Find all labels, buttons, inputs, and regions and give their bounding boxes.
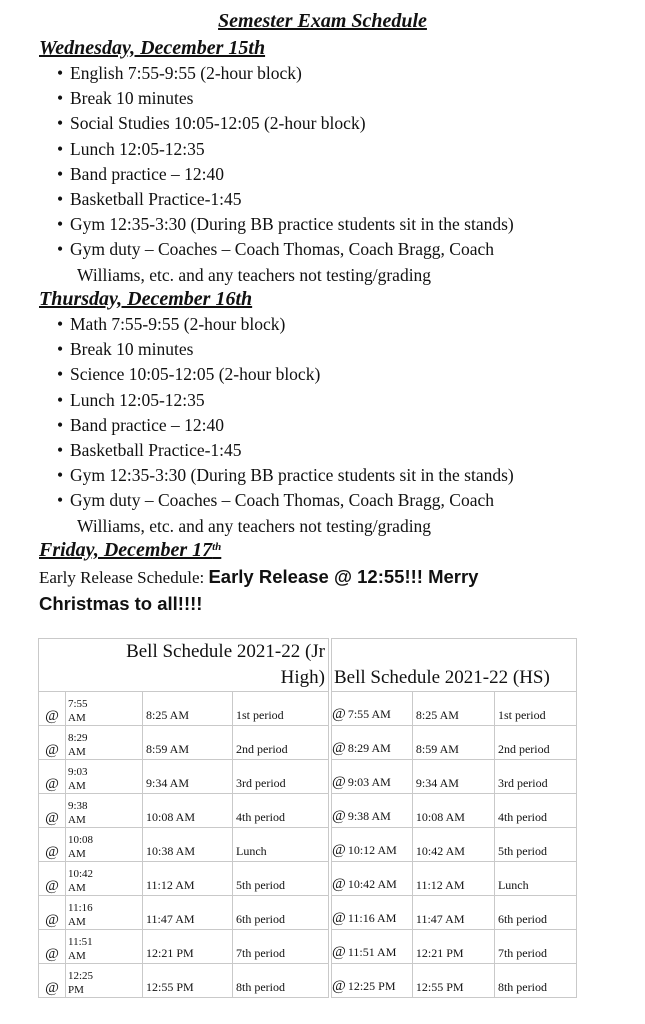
jr-start-time-line1: 11:16 <box>68 902 93 914</box>
hs-start-time <box>332 862 413 896</box>
jr-start-time-line2: AM <box>68 814 86 826</box>
list-item: • Lunch 12:05-12:35 <box>57 137 617 162</box>
table-row <box>39 794 577 828</box>
hs-start-time <box>332 964 413 998</box>
jr-start-time <box>66 760 143 794</box>
at-symbol: @ <box>39 828 66 862</box>
hs-end-time: 12:21 PM <box>412 930 494 964</box>
at-symbol: @ <box>332 842 346 858</box>
jr-start-time-line1: 12:25 <box>68 970 94 982</box>
hs-end-time: 10:42 AM <box>412 828 494 862</box>
wednesday-list <box>57 61 617 288</box>
hs-start-time-text: 10:42 AM <box>347 877 397 891</box>
jr-start-time-line2: AM <box>68 848 86 860</box>
hs-period: 7th period <box>494 930 576 964</box>
hs-start-time <box>332 760 413 794</box>
hs-period: Lunch <box>494 862 576 896</box>
friday-heading-sup: th <box>212 541 222 553</box>
jr-end-time: 9:34 AM <box>143 760 233 794</box>
at-symbol: @ <box>332 978 346 994</box>
day-heading-wednesday: Wednesday, December 15th <box>39 37 266 59</box>
list-item: • Break 10 minutes <box>57 86 617 111</box>
jr-high-header-line1: Bell Schedule 2021-22 (Jr <box>126 641 325 662</box>
jr-period: 1st period <box>233 692 329 726</box>
hs-end-time: 9:34 AM <box>412 760 494 794</box>
hs-start-time-text: 11:16 AM <box>347 911 397 925</box>
gym-duty-line2: Williams, etc. and any teachers not testing/grading <box>77 515 432 536</box>
jr-start-time <box>66 794 143 828</box>
at-symbol: @ <box>332 876 346 892</box>
table-row <box>39 862 577 896</box>
early-release-bold: Early Release @ 12:55!!! Merry <box>208 566 479 587</box>
hs-start-time-text: 8:29 AM <box>347 741 391 755</box>
gym-duty-line2: Williams, etc. and any teachers not testing/grading <box>77 264 432 285</box>
jr-high-header <box>39 639 329 692</box>
hs-period: 1st period <box>494 692 576 726</box>
jr-end-time: 11:47 AM <box>143 896 233 930</box>
hs-start-time <box>332 726 413 760</box>
at-symbol: @ <box>39 896 66 930</box>
list-item-gym-duty <box>57 488 617 538</box>
early-release-text <box>39 564 599 618</box>
day-heading-friday <box>39 539 221 562</box>
hs-period: 2nd period <box>494 726 576 760</box>
friday-heading-text: Friday, December 17 <box>39 539 213 561</box>
jr-end-time: 10:08 AM <box>143 794 233 828</box>
list-item: • Social Studies 10:05-12:05 (2-hour block) <box>57 111 617 136</box>
at-symbol: @ <box>332 706 346 722</box>
hs-start-time <box>332 828 413 862</box>
hs-end-time: 11:47 AM <box>412 896 494 930</box>
jr-start-time-line2: AM <box>68 780 86 792</box>
jr-start-time-line1: 10:08 <box>68 834 94 846</box>
at-symbol: @ <box>39 930 66 964</box>
list-item: • Basketball Practice-1:45 <box>57 438 617 463</box>
list-item: • Band practice – 12:40 <box>57 162 617 187</box>
table-row <box>39 726 577 760</box>
at-symbol: @ <box>39 862 66 896</box>
thursday-list <box>57 312 617 539</box>
gym-duty-line1: Gym duty – Coaches – Coach Thomas, Coach Bragg, Coach <box>70 239 494 260</box>
jr-period: 7th period <box>233 930 329 964</box>
jr-end-time: 8:25 AM <box>143 692 233 726</box>
jr-start-time <box>66 726 143 760</box>
day-heading-thursday: Thursday, December 16th <box>39 288 253 310</box>
hs-start-time-text: 10:12 AM <box>347 843 397 857</box>
at-symbol: @ <box>332 808 346 824</box>
jr-period: 8th period <box>233 964 329 998</box>
hs-period: 8th period <box>494 964 576 998</box>
hs-end-time: 8:59 AM <box>412 726 494 760</box>
hs-period: 3rd period <box>494 760 576 794</box>
gym-duty-line1: Gym duty – Coaches – Coach Thomas, Coach Bragg, Coach <box>70 490 494 511</box>
jr-period: 4th period <box>233 794 329 828</box>
early-release-bold-2: Christmas to all!!!! <box>39 593 203 614</box>
list-item: • Math 7:55-9:55 (2-hour block) <box>57 312 617 337</box>
hs-start-time <box>332 794 413 828</box>
list-item: • Gym 12:35-3:30 (During BB practice students sit in the stands) <box>57 463 617 488</box>
at-symbol: @ <box>39 692 66 726</box>
at-symbol: @ <box>39 794 66 828</box>
jr-start-time-line2: AM <box>68 746 86 758</box>
hs-end-time: 11:12 AM <box>412 862 494 896</box>
bell-schedule-table <box>38 638 577 998</box>
jr-start-time-line2: AM <box>68 916 86 928</box>
at-symbol: @ <box>39 964 66 998</box>
table-row <box>39 692 577 726</box>
table-row <box>39 896 577 930</box>
hs-period: 5th period <box>494 828 576 862</box>
hs-start-time-text: 11:51 AM <box>347 945 397 959</box>
jr-period: 3rd period <box>233 760 329 794</box>
hs-end-time: 10:08 AM <box>412 794 494 828</box>
at-symbol: @ <box>332 774 346 790</box>
jr-start-time <box>66 964 143 998</box>
jr-start-time-line1: 7:55 <box>68 698 88 710</box>
jr-period: 6th period <box>233 896 329 930</box>
jr-period: 5th period <box>233 862 329 896</box>
jr-start-time <box>66 862 143 896</box>
jr-high-header-line2: High) <box>280 667 325 688</box>
table-row <box>39 930 577 964</box>
hs-period: 4th period <box>494 794 576 828</box>
at-symbol: @ <box>39 760 66 794</box>
jr-start-time-line1: 8:29 <box>68 732 88 744</box>
at-symbol: @ <box>332 944 346 960</box>
hs-start-time-text: 12:25 PM <box>347 979 396 993</box>
hs-end-time: 8:25 AM <box>412 692 494 726</box>
at-symbol: @ <box>332 740 346 756</box>
jr-start-time-line1: 9:38 <box>68 800 88 812</box>
hs-start-time <box>332 896 413 930</box>
page-title: Semester Exam Schedule <box>218 10 427 32</box>
hs-start-time-text: 7:55 AM <box>347 707 391 721</box>
jr-end-time: 10:38 AM <box>143 828 233 862</box>
table-row <box>39 760 577 794</box>
hs-period: 6th period <box>494 896 576 930</box>
hs-start-time-text: 9:38 AM <box>347 809 391 823</box>
list-item: • Basketball Practice-1:45 <box>57 187 617 212</box>
jr-start-time <box>66 828 143 862</box>
jr-end-time: 12:55 PM <box>143 964 233 998</box>
jr-start-time-line2: PM <box>68 984 84 996</box>
jr-start-time-line2: AM <box>68 882 86 894</box>
hs-header: Bell Schedule 2021-22 (HS) <box>332 639 577 692</box>
table-header-row <box>39 639 577 692</box>
hs-start-time <box>332 930 413 964</box>
list-item: • Break 10 minutes <box>57 337 617 362</box>
jr-period: Lunch <box>233 828 329 862</box>
list-item: • English 7:55-9:55 (2-hour block) <box>57 61 617 86</box>
jr-start-time <box>66 692 143 726</box>
jr-start-time <box>66 896 143 930</box>
jr-start-time-line1: 9:03 <box>68 766 88 778</box>
list-item-gym-duty <box>57 237 617 287</box>
jr-start-time <box>66 930 143 964</box>
list-item: • Gym 12:35-3:30 (During BB practice students sit in the stands) <box>57 212 617 237</box>
jr-start-time-line2: AM <box>68 712 86 724</box>
jr-end-time: 8:59 AM <box>143 726 233 760</box>
jr-start-time-line2: AM <box>68 950 86 962</box>
jr-start-time-line1: 11:51 <box>68 936 93 948</box>
at-symbol: @ <box>332 910 346 926</box>
early-release-label: Early Release Schedule: <box>39 568 209 587</box>
hs-end-time: 12:55 PM <box>412 964 494 998</box>
jr-start-time-line1: 10:42 <box>68 868 94 880</box>
jr-end-time: 12:21 PM <box>143 930 233 964</box>
jr-end-time: 11:12 AM <box>143 862 233 896</box>
table-row <box>39 828 577 862</box>
at-symbol: @ <box>39 726 66 760</box>
hs-start-time-text: 9:03 AM <box>347 775 391 789</box>
jr-period: 2nd period <box>233 726 329 760</box>
table-row <box>39 964 577 998</box>
list-item: • Band practice – 12:40 <box>57 413 617 438</box>
hs-start-time <box>332 692 413 726</box>
list-item: • Science 10:05-12:05 (2-hour block) <box>57 362 617 387</box>
list-item: • Lunch 12:05-12:35 <box>57 388 617 413</box>
